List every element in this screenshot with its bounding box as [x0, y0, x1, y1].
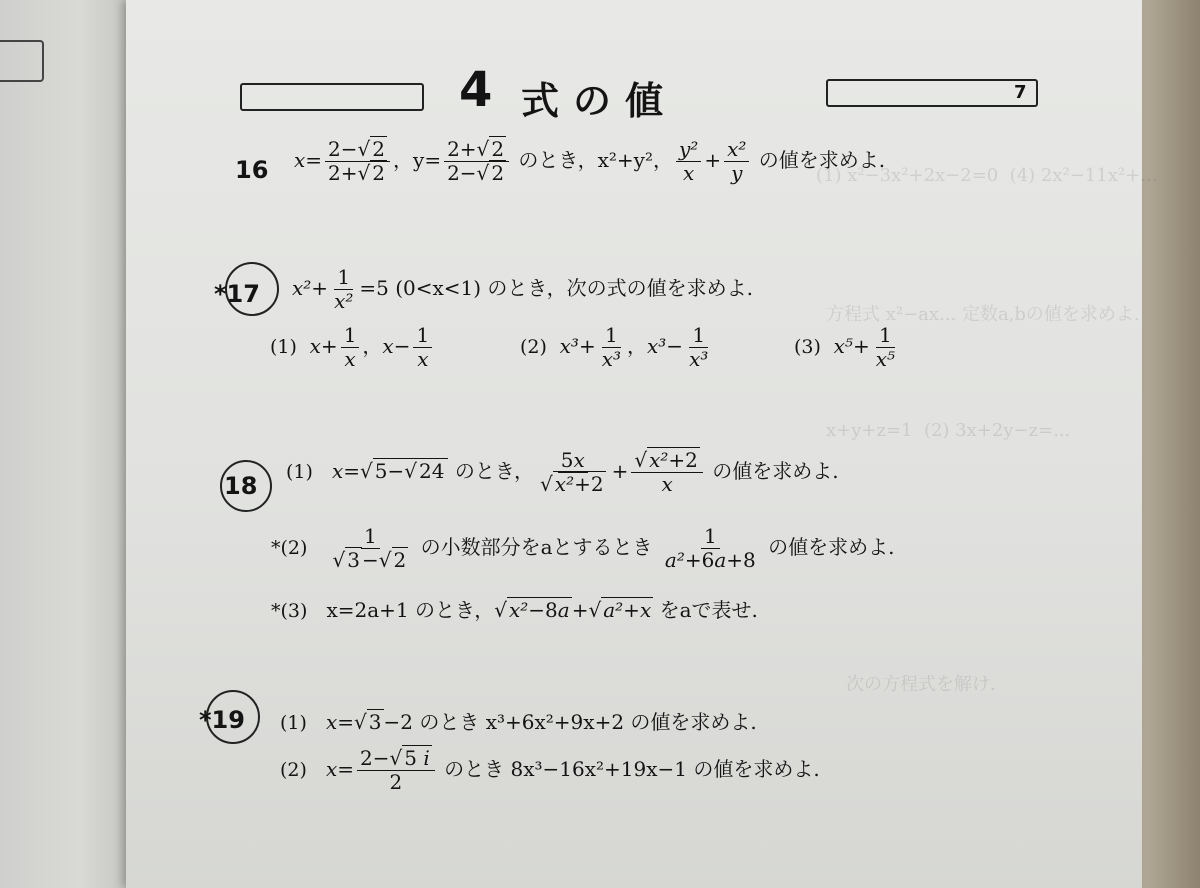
p18-label-3: *(3)	[271, 600, 308, 622]
p17-label-2: (2)	[520, 336, 547, 358]
problem-number-17: *17	[214, 280, 260, 308]
problem-16: x= $\frac{2-√ 2}{2+√ 2}$ ，y= $\frac{2+√ 2}{2-√ 2}$ のとき，x²+y²， $\frac{\text{y²}}{x}$ + $\frac{\text{x²}}{y}$ の値を求めよ.	[294, 137, 886, 185]
p18-text: をaで表せ.	[659, 598, 758, 622]
book-edge	[1142, 0, 1200, 888]
problem-19-1: (1) x=√ 3 −2 のとき x³+6x²+9x+2 の値を求めよ.	[280, 710, 757, 734]
p18-label-1: (1)	[286, 461, 313, 483]
section-title: 式の値	[521, 79, 678, 123]
p19-label-1: (1)	[280, 712, 307, 734]
p18-text: の値を求めよ.	[712, 459, 839, 483]
p16-text: x=	[294, 148, 323, 172]
p16-text: の値を求めよ.	[758, 148, 886, 172]
p16-text: のとき，x²+y²，	[518, 148, 673, 172]
p18-text: のとき，	[454, 459, 535, 483]
p17-label-3: (3)	[794, 336, 821, 358]
p19-text: x=	[326, 710, 355, 734]
header-box-left	[240, 83, 424, 111]
p17-label-1: (1)	[270, 336, 297, 358]
problem-number-19: *19	[199, 706, 245, 734]
left-page-header-box	[0, 40, 44, 82]
problem-18-2: *(2) $\frac{1}{√ 3 -√ 2}$ の小数部分をaとするとき $\frac{1}{\text{a²+6a+8}}$ の値を求めよ.	[271, 524, 895, 572]
textbook-page: (1) x²−3x²+2x−2=0 (4) 2x²−11x²+... 方程式 x²−ax... 定数a,bの値を求めよ. x+y+z=1 (2) 3x+2y−z=... 次の方程式を解け. 4 式の値 7 16 x= $\frac{2-√ 2}{2+√ 2}$ ，y= $\frac{2+√ 2}{2-√ 2}$ のとき，x²+y²， $\frac{\text{y²}}{x}$ + $\frac{\text{x²}}{y}$ の値を求めよ. *17 x²+ $\frac{1}{\text{x²}}$ =5 (0<x<1) のとき，次の式の値を求めよ. (1) x+ $\frac{1}{x}$ ，x− $\frac{1}{x}$ (2) x³+ $\frac{1}{\text{x³}}$ ，x³− $\frac{1}{\text{x³}}$ (3) x⁵+ $\frac{1}{\text{x⁵}}$ 18 (1) x=√ 5−√ 24 のとき， $\frac{5x}{\text{√ x²+2}}$ + $\frac{\text{√ x²+2}}{x}$ の値を求めよ. *(2) $\frac{1}{√ 3 -√ 2}$ の小数部分をaとするとき $\frac{1}{\text{a²+6a+8}}$ の値を求めよ. *(3) x=2a+1 のとき，√ x²−8a +√ a²+x をaで表せ. *19 (1) x=√ 3 −2 のとき x³+6x²+9x+2 の値を求めよ. (2) x= $\frac{2-√ 5 i}{2}$ のとき 8x³−16x²+19x−1 の値を求めよ.	[126, 0, 1142, 888]
p18-text: x=	[332, 459, 361, 483]
problem-18-3: *(3) x=2a+1 のとき，√ x²−8a +√ a²+x をaで表せ.	[271, 598, 758, 622]
p18-text: x=2a+1 のとき，	[326, 598, 495, 622]
p19-text: x=	[326, 757, 355, 781]
problem-17-sub: (3) x⁵+ $\frac{1}{\text{x⁵}}$	[794, 323, 895, 371]
p18-text: の小数部分をaとするとき	[420, 535, 653, 559]
problem-17-sub: (2) x³+ $\frac{1}{\text{x³}}$ ，x³− $\frac{1}{\text{x³}}$	[520, 323, 709, 371]
p19-text: のとき 8x³−16x²+19x−1 の値を求めよ.	[444, 757, 820, 781]
header-box-right	[826, 79, 1038, 107]
section-number: 4	[459, 62, 493, 118]
p17-text: =5 (0<x<1) のとき，次の式の値を求めよ.	[359, 276, 753, 300]
problem-number-18: 18	[224, 472, 258, 500]
problem-number-16: 16	[235, 156, 269, 184]
p16-text: ，y=	[393, 148, 442, 172]
left-page	[0, 0, 132, 888]
p18-label-2: *(2)	[271, 537, 308, 559]
p18-text: の値を求めよ.	[768, 535, 895, 559]
p19-label-2: (2)	[280, 759, 307, 781]
problem-19-2: (2) x= $\frac{2-√ 5 i}{2}$ のとき 8x³−16x²+19x−1 の値を求めよ.	[280, 746, 820, 794]
page-number: 7	[1014, 82, 1027, 103]
p19-text: −2 のとき x³+6x²+9x+2 の値を求めよ.	[383, 710, 757, 734]
problem-17-sub: (1) x+ $\frac{1}{x}$ ，x− $\frac{1}{x}$	[270, 325, 435, 370]
problem-18-1: (1) x=√ 5−√ 24 のとき， $\frac{5x}{\text{√ x²+2}}$ + $\frac{\text{√ x²+2}}{x}$ の値を求めよ.	[286, 448, 839, 496]
problem-17: x²+ $\frac{1}{\text{x²}}$ =5 (0<x<1) のとき，次の式の値を求めよ.	[292, 265, 753, 313]
